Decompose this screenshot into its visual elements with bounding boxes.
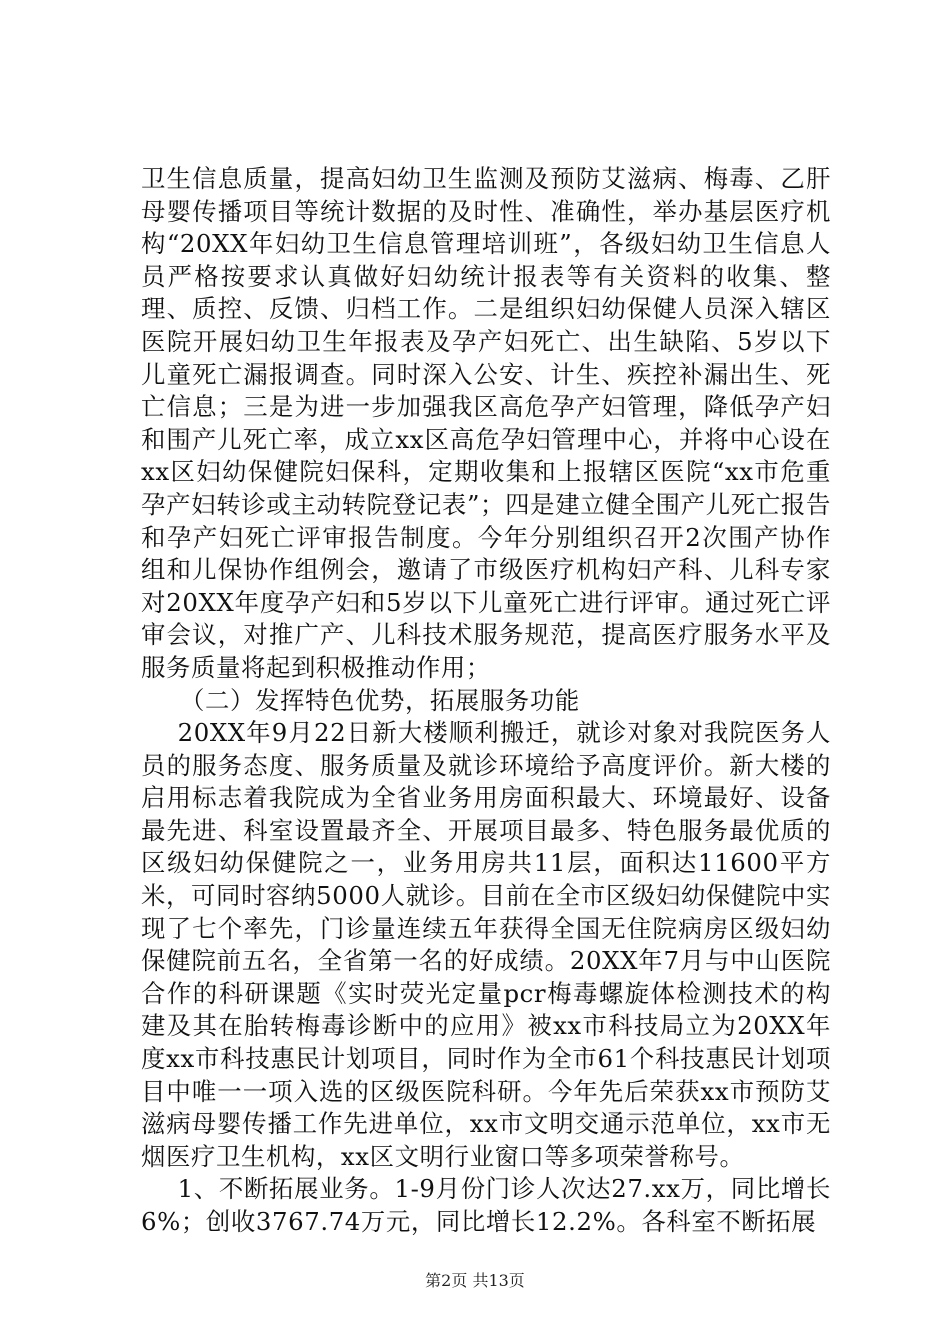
paragraph-new-building: 20XX年9月22日新大楼顺利搬迁，就诊对象对我院医务人员的服务态度、服务质量及就诊环境给予高度评价。新大楼的启用标志着我院成为全省业务用房面积最大、环境最好、设备最先进、科室设置最齐全、开展项目最多、特色服务最优质的区级妇幼保健院之一，业务用房共11层，面积达11600平方米，可同时容纳5000人就诊。目前在全市区级妇幼保健院中实现了七个率先，门诊量连续五年获得全国无住院病房区级妇幼保健院前五名，全省第一名的好成绩。20XX年7月与中山医院合作的科研课题《实时荧光定量pcr梅毒螺旋体检测技术的构建及其在胎转梅毒诊断中的应用》被xx市科技局立为20XX年度xx市科技惠民计划项目，同时作为全市61个科技惠民计划项目中唯一一项入选的区级医院科研。今年先后荣获xx市预防艾滋病母婴传播工作先进单位，xx市文明交通示范单位，xx市无烟医疗卫生机构，xx区文明行业窗口等多项荣誉称号。	[141, 718, 831, 1171]
paragraph-expand-business: 1、不断拓展业务。1-9月份门诊人次达27.xx万，同比增长6%；创收3767.74万元，同比增长12.2%。各科室不断拓展	[141, 1174, 831, 1236]
section-heading: （二）发挥特色优势，拓展服务功能	[180, 685, 580, 715]
paragraph-info-quality: 卫生信息质量，提高妇幼卫生监测及预防艾滋病、梅毒、乙肝母婴传播项目等统计数据的及时性、准确性，举办基层医疗机构“20XX年妇幼卫生信息管理培训班”，各级妇幼卫生信息人员严格按要求认真做好妇幼统计报表等有关资料的收集、整理、质控、反馈、归档工作。二是组织妇幼保健人员深入辖区医院开展妇幼卫生年报表及孕产妇死亡、出生缺陷、5岁以下儿童死亡漏报调查。同时深入公安、计生、疾控补漏出生、死亡信息；三是为进一步加强我区高危孕产妇管理，降低孕产妇和围产儿死亡率，成立xx区高危孕妇管理中心，并将中心设在xx区妇幼保健院妇保科，定期收集和上报辖区医院“xx市危重孕产妇转诊或主动转院登记表”；四是建立健全围产儿死亡报告和孕产妇死亡评审报告制度。今年分别组织召开2次围产协作组和儿保协作组例会，邀请了市级医疗机构妇产科、儿科专家对20XX年度孕产妇和5岁以下儿童死亡进行评审。通过死亡评审会议，对推广产、儿科技术服务规范，提高医疗服务水平及服务质量将起到积极推动作用；	[141, 164, 831, 682]
document-body	[141, 163, 831, 1239]
page-footer: 第2页 共13页	[425, 1271, 525, 1290]
